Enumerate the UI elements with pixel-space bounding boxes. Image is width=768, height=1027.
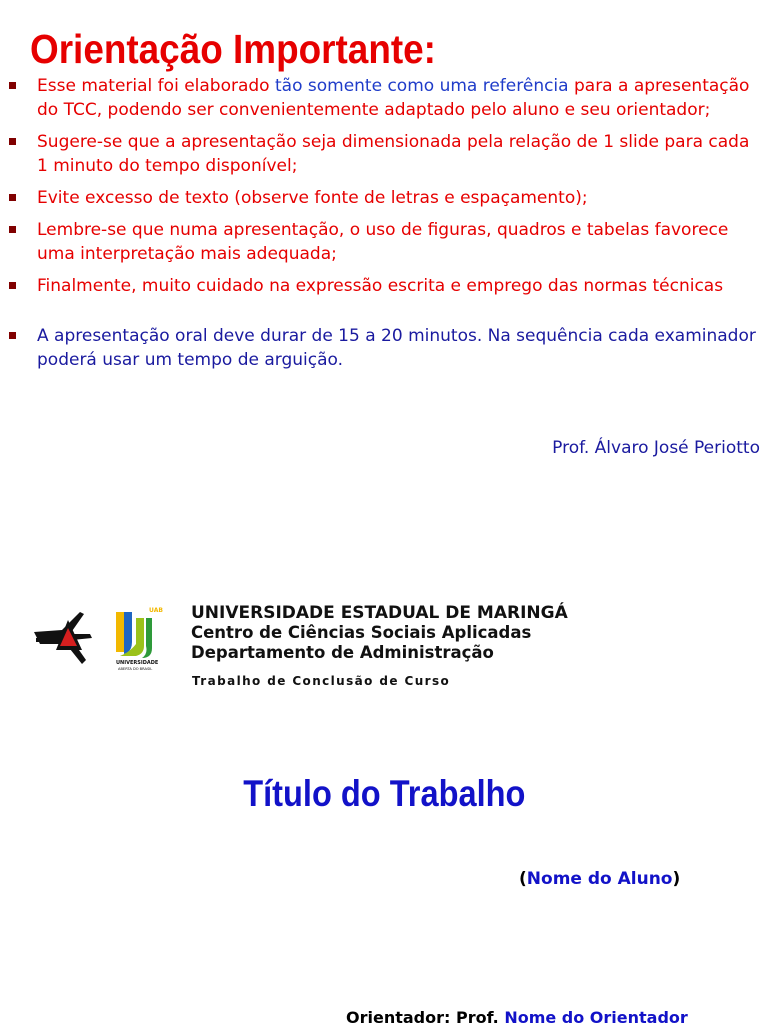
bullet-text: Sugere-se que a apresentação seja dimensionada pela relação de 1 slide para cada 1 minuto do tempo disponível; (37, 132, 750, 176)
work-title (0, 770, 768, 818)
student-name-text: Nome do Aluno (526, 869, 673, 889)
bullet-text: Esse material foi elaborado (37, 76, 275, 96)
list-item (0, 186, 768, 210)
list-item (0, 218, 768, 266)
bullet-square-icon (9, 138, 16, 145)
bullet-text: Lembre-se que numa apresentação, o uso de figuras, quadros e tabelas favorece uma interpretação mais adequada; (37, 220, 729, 264)
uab-logo-icon (116, 607, 163, 671)
uab-caption-sub: ABERTA DO BRASIL (118, 667, 153, 671)
department-name: Departamento de Administração (191, 643, 494, 662)
advisor-line (346, 1008, 688, 1027)
uab-label: UAB (149, 607, 163, 614)
signature: Prof. Álvaro José Periotto (552, 438, 760, 458)
logos (32, 604, 172, 672)
bullet-text: Finalmente, muito cuidado na expressão escrita e emprego das normas técnicas (37, 276, 724, 296)
bullet-highlight-text: tão somente como uma referência (274, 76, 569, 96)
list-item (0, 130, 768, 178)
bullet-text: A apresentação oral deve durar de 15 a 20 minutos. Na sequência cada examinador poderá usar um tempo de arguição. (37, 326, 756, 370)
center-name: Centro de Ciências Sociais Aplicadas (191, 623, 532, 642)
university-name: UNIVERSIDADE ESTADUAL DE MARINGÁ (191, 603, 568, 623)
bullet-square-icon (9, 82, 16, 89)
uem-logo-icon (34, 612, 92, 664)
bullet-square-icon (9, 282, 16, 289)
guidance-list (0, 74, 768, 380)
list-item (0, 324, 768, 372)
bullet-text: Evite excesso de texto (observe fonte de letras e espaçamento); (37, 188, 588, 208)
bullet-square-icon (9, 332, 16, 339)
list-item (0, 274, 768, 298)
uab-caption: UNIVERSIDADE (116, 660, 159, 666)
advisor-prefix: Orientador: Prof. (346, 1008, 505, 1027)
list-item (0, 74, 768, 122)
work-title-text: Título do Trabalho (242, 773, 526, 814)
advisor-name: Nome do Orientador (504, 1008, 688, 1027)
bullet-square-icon (9, 226, 16, 233)
paren-close: ) (672, 869, 681, 889)
bullet-square-icon (9, 194, 16, 201)
paren-open: ( (519, 869, 527, 889)
student-name (519, 869, 680, 889)
course-work-label: Trabalho de Conclusão de Curso (192, 674, 451, 688)
bullet-text: para a apresentação do TCC, podendo ser convenientemente adaptado pelo aluno e seu orientador; (37, 76, 750, 120)
page-title: Orientação Importante: (30, 26, 436, 72)
institution-block (191, 603, 568, 663)
